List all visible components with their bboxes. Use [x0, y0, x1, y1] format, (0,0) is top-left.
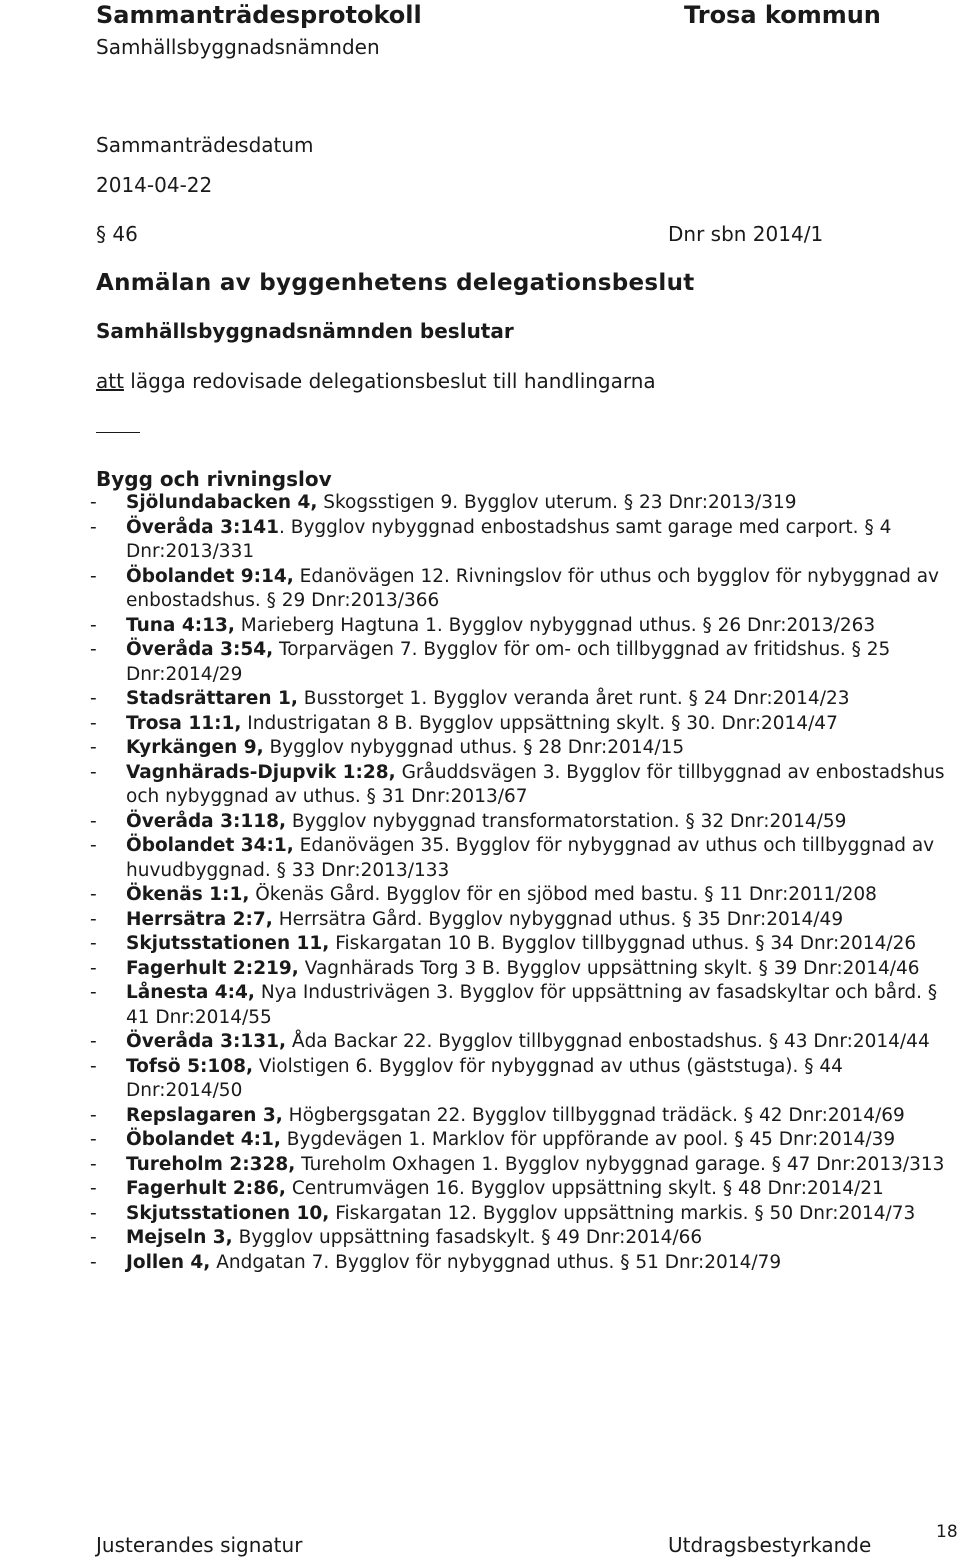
- property-name: Herrsätra 2:7,: [126, 908, 273, 930]
- dash-bullet: -: [90, 614, 97, 636]
- item-description: Skogsstigen 9. Bygglov uterum. § 23 Dnr:2013/319: [317, 492, 797, 513]
- list-item: [90, 1153, 950, 1178]
- list-item: [90, 614, 950, 639]
- property-name: Överåda 3:118,: [126, 810, 287, 832]
- dash-bullet: -: [90, 688, 97, 709]
- property-name: Sjölundabacken 4,: [126, 492, 318, 513]
- list-item: [90, 736, 950, 761]
- protocol-title: Sammanträdesprotokoll: [96, 1, 422, 29]
- dash-bullet: -: [90, 835, 97, 856]
- item-description: Busstorget 1. Bygglov veranda året runt. § 24 Dnr:2014/23: [297, 688, 850, 709]
- signature-label: Justerandes signatur: [96, 1533, 303, 1557]
- list-item: [90, 1177, 950, 1202]
- item-description: . Bygglov nybyggnad enbostadshus samt garage med carport. § 4 Dnr:2013/331: [126, 516, 892, 562]
- decision-text: [96, 368, 656, 394]
- dash-bullet: -: [90, 565, 97, 587]
- case-dnr: Dnr sbn 2014/1: [668, 222, 824, 246]
- list-item: [90, 1055, 950, 1104]
- list-item: [90, 834, 950, 883]
- property-name: Öbolandet 9:14,: [126, 565, 294, 587]
- decision-heading: Samhällsbyggnadsnämnden beslutar: [96, 319, 514, 343]
- dash-bullet: -: [90, 982, 97, 1003]
- item-description: Bygglov uppsättning fasadskylt. § 49 Dnr:2014/66: [232, 1227, 703, 1248]
- dash-bullet: -: [90, 1031, 97, 1052]
- property-name: Kyrkängen 9,: [126, 737, 264, 758]
- item-description: Tureholm Oxhagen 1. Bygglov nybyggnad garage. § 47 Dnr:2013/313: [295, 1153, 945, 1175]
- dash-bullet: -: [90, 1129, 97, 1150]
- list-item: [90, 810, 950, 835]
- divider-line: [96, 432, 140, 433]
- item-description: Marieberg Hagtuna 1. Bygglov nybyggnad uthus. § 26 Dnr:2013/263: [234, 614, 876, 636]
- decision-att: att: [96, 369, 124, 393]
- property-name: Lånesta 4:4,: [126, 982, 255, 1003]
- item-description: Centrumvägen 16. Bygglov uppsättning skylt. § 48 Dnr:2014/21: [285, 1178, 884, 1199]
- property-name: Ökenäs 1:1,: [126, 884, 250, 905]
- property-name: Skjutsstationen 11,: [126, 933, 330, 954]
- property-name: Stadsrättaren 1,: [126, 688, 298, 709]
- page-number: 18: [936, 1522, 958, 1542]
- certification-label: Utdragsbestyrkande: [668, 1533, 872, 1557]
- item-description: Edanövägen 35. Bygglov för nybyggnad av uthus och tillbyggnad av huvudbyggnad. § 33 Dnr:2013/133: [126, 835, 935, 881]
- item-description: Torparvägen 7. Bygglov för om- och tillbyggnad av fritidshus. § 25 Dnr:2014/29: [126, 639, 891, 685]
- property-name: Överåda 3:54,: [126, 639, 274, 660]
- property-name: Öbolandet 34:1,: [126, 835, 294, 856]
- item-description: Herrsätra Gård. Bygglov nybyggnad uthus. § 35 Dnr:2014/49: [272, 908, 844, 930]
- meeting-date: 2014-04-22: [96, 173, 213, 197]
- property-name: Repslagaren 3,: [126, 1104, 283, 1126]
- dash-bullet: -: [90, 1251, 97, 1273]
- dash-bullet: -: [90, 1178, 97, 1199]
- property-name: Vagnhärads-Djupvik 1:28,: [126, 761, 396, 783]
- dash-bullet: -: [90, 957, 97, 979]
- property-name: Tofsö 5:108,: [126, 1055, 253, 1077]
- item-description: Gråuddsvägen 3. Bygglov för tillbyggnad av enbostadshus och nybyggnad av uthus. § 31 Dnr:2013/67: [126, 761, 945, 807]
- dash-bullet: -: [90, 933, 97, 954]
- dash-bullet: -: [90, 1227, 97, 1248]
- list-item: [90, 712, 950, 737]
- dash-bullet: -: [90, 639, 97, 660]
- property-name: Mejseln 3,: [126, 1227, 233, 1248]
- list-item: [90, 1030, 950, 1055]
- item-description: Industrigatan 8 B. Bygglov uppsättning skylt. § 30. Dnr:2014/47: [241, 712, 838, 734]
- list-item: [90, 516, 950, 565]
- dash-bullet: -: [90, 712, 97, 734]
- property-name: Öbolandet 4:1,: [126, 1129, 281, 1150]
- list-item: [90, 491, 950, 516]
- dash-bullet: -: [90, 516, 97, 538]
- property-name: Fagerhult 2:86,: [126, 1178, 286, 1199]
- list-item: [90, 981, 950, 1030]
- item-description: Bygglov nybyggnad transformatorstation. § 32 Dnr:2014/59: [286, 810, 847, 832]
- list-item: [90, 883, 950, 908]
- property-name: Jollen 4,: [126, 1251, 211, 1273]
- item-description: Bygdevägen 1. Marklov för uppförande av pool. § 45 Dnr:2014/39: [280, 1129, 896, 1150]
- property-name: Tureholm 2:328,: [126, 1153, 296, 1175]
- item-description: Ökenäs Gård. Bygglov för en sjöbod med bastu. § 11 Dnr:2011/208: [249, 884, 877, 905]
- item-description: Fiskargatan 10 B. Bygglov tillbyggnad uthus. § 34 Dnr:2014/26: [329, 933, 917, 954]
- list-item: [90, 1128, 950, 1153]
- permit-list: [90, 491, 950, 1275]
- paragraph-number: § 46: [96, 222, 138, 246]
- committee-name: Samhällsbyggnadsnämnden: [96, 35, 380, 59]
- property-name: Skjutsstationen 10,: [126, 1202, 330, 1224]
- list-item: [90, 1226, 950, 1251]
- list-item: [90, 957, 950, 982]
- list-item: [90, 565, 950, 614]
- item-description: Åda Backar 22. Bygglov tillbyggnad enbostadshus. § 43 Dnr:2014/44: [286, 1031, 930, 1052]
- dash-bullet: -: [90, 1055, 97, 1077]
- dash-bullet: -: [90, 1104, 97, 1126]
- item-description: Bygglov nybyggnad uthus. § 28 Dnr:2014/15: [263, 737, 685, 758]
- dash-bullet: -: [90, 884, 97, 905]
- dash-bullet: -: [90, 908, 97, 930]
- dash-bullet: -: [90, 761, 97, 783]
- municipality-name: Trosa kommun: [684, 1, 881, 29]
- property-name: Överåda 3:131,: [126, 1031, 287, 1052]
- item-description: Fiskargatan 12. Bygglov uppsättning markis. § 50 Dnr:2014/73: [329, 1202, 916, 1224]
- list-item: [90, 1104, 950, 1129]
- list-item: [90, 638, 950, 687]
- dash-bullet: -: [90, 810, 97, 832]
- list-item: [90, 761, 950, 810]
- case-title: Anmälan av byggenhetens delegationsbeslut: [96, 270, 695, 296]
- item-description: Högbergsgatan 22. Bygglov tillbyggnad trädäck. § 42 Dnr:2014/69: [282, 1104, 905, 1126]
- item-description: Vagnhärads Torg 3 B. Bygglov uppsättning skylt. § 39 Dnr:2014/46: [298, 957, 920, 979]
- list-item: [90, 908, 950, 933]
- property-name: Trosa 11:1,: [126, 712, 242, 734]
- property-name: Överåda 3:141: [126, 516, 279, 538]
- section-title: Bygg och rivningslov: [96, 467, 332, 491]
- property-name: Fagerhult 2:219,: [126, 957, 299, 979]
- list-item: [90, 687, 950, 712]
- list-item: [90, 932, 950, 957]
- meeting-date-label: Sammanträdesdatum: [96, 133, 314, 157]
- item-description: Edanövägen 12. Rivningslov för uthus och bygglov för nybyggnad av enbostadshus. § 29 Dnr:2013/366: [126, 565, 939, 611]
- decision-body: lägga redovisade delegationsbeslut till handlingarna: [123, 369, 656, 393]
- item-description: Nya Industrivägen 3. Bygglov för uppsättning av fasadskyltar och bård. § 41 Dnr:2014/55: [126, 982, 938, 1028]
- property-name: Tuna 4:13,: [126, 614, 235, 636]
- item-description: Andgatan 7. Bygglov för nybyggnad uthus. § 51 Dnr:2014/79: [210, 1251, 782, 1273]
- list-item: [90, 1251, 950, 1276]
- dash-bullet: -: [90, 492, 97, 513]
- dash-bullet: -: [90, 1202, 97, 1224]
- list-item: [90, 1202, 950, 1227]
- dash-bullet: -: [90, 1153, 97, 1175]
- dash-bullet: -: [90, 737, 97, 758]
- item-description: Violstigen 6. Bygglov för nybyggnad av uthus (gäststuga). § 44 Dnr:2014/50: [126, 1055, 843, 1101]
